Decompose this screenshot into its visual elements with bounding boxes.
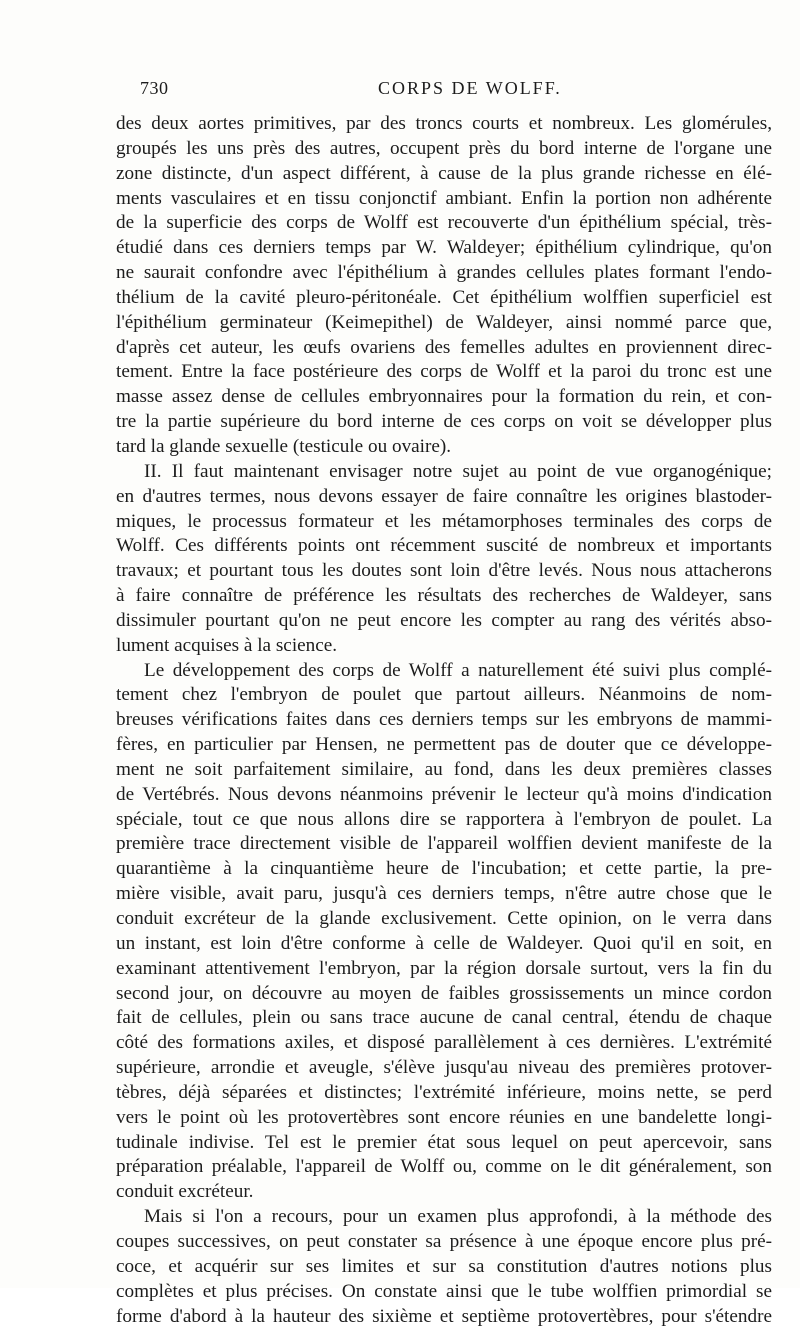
text-line: Mais si l'on a recours, pour un examen plus approfondi, à la méthode des xyxy=(116,1205,772,1230)
text-line: miques, le processus formateur et les métamorphoses terminales des corps de xyxy=(116,510,772,535)
text-line: des deux aortes primitives, par des troncs courts et nombreux. Les glomérules, xyxy=(116,112,772,137)
text-line: d'après cet auteur, les œufs ovariens des femelles adultes en proviennent direc- xyxy=(116,336,772,361)
text-line: Le développement des corps de Wolff a naturellement été suivi plus complé- xyxy=(116,659,772,684)
text-line: supérieure, arrondie et aveugle, s'élève jusqu'au niveau des premières protover- xyxy=(116,1056,772,1081)
text-line: tudinale indivise. Tel est le premier état sous lequel on peut apercevoir, sans xyxy=(116,1131,772,1156)
page-number: 730 xyxy=(140,78,169,99)
text-line: travaux; et pourtant tous les doutes sont loin d'être levés. Nous nous attacherons xyxy=(116,559,772,584)
text-line: examinant attentivement l'embryon, par la région dorsale surtout, vers la fin du xyxy=(116,957,772,982)
text-line: tard la glande sexuelle (testicule ou ovaire). xyxy=(116,435,772,460)
text-line: conduit excréteur. xyxy=(116,1180,772,1205)
text-line: mière visible, avait paru, jusqu'à ces derniers temps, n'être autre chose que le xyxy=(116,882,772,907)
text-line: étudié dans ces derniers temps par W. Waldeyer; épithélium cylindrique, qu'on xyxy=(116,236,772,261)
text-line: Wolff. Ces différents points ont récemment suscité de nombreux et importants xyxy=(116,534,772,559)
text-line: un instant, est loin d'être conforme à celle de Waldeyer. Quoi qu'il en soit, en xyxy=(116,932,772,957)
text-line: ne saurait confondre avec l'épithélium à grandes cellules plates formant l'endo- xyxy=(116,261,772,286)
text-line: second jour, on découvre au moyen de faibles grossissements un mince cordon xyxy=(116,982,772,1007)
text-line: fait de cellules, plein ou sans trace aucune de canal central, étendu de chaque xyxy=(116,1006,772,1031)
text-line: complètes et plus précises. On constate ainsi que le tube wolffien primordial se xyxy=(116,1280,772,1305)
paragraph-1 xyxy=(116,112,772,460)
text-line: zone distincte, d'un aspect différent, à cause de la plus grande richesse en élé- xyxy=(116,162,772,187)
text-line: groupés les uns près des autres, occupent près du bord interne de l'organe une xyxy=(116,137,772,162)
text-line: quarantième à la cinquantième heure de l'incubation; et cette partie, la pre- xyxy=(116,857,772,882)
text-line: II. Il faut maintenant envisager notre sujet au point de vue organogénique; xyxy=(116,460,772,485)
text-line: l'épithélium germinateur (Keimepithel) de Waldeyer, ainsi nommé parce que, xyxy=(116,311,772,336)
page-header xyxy=(140,78,770,108)
text-line: forme d'abord à la hauteur des sixième et septième protovertèbres, pour s'étendre xyxy=(116,1305,772,1329)
text-line: tèbres, déjà séparées et distinctes; l'extrémité inférieure, moins nette, se perd xyxy=(116,1081,772,1106)
paragraph-3 xyxy=(116,659,772,1206)
paragraph-4 xyxy=(116,1205,772,1329)
text-line: de la superficie des corps de Wolff est recouverte d'un épithélium spécial, très- xyxy=(116,211,772,236)
text-line: fères, en particulier par Hensen, ne permettent pas de douter que ce développe- xyxy=(116,733,772,758)
text-line: ment ne soit parfaitement similaire, au fond, dans les deux premières classes xyxy=(116,758,772,783)
running-title: CORPS DE WOLFF. xyxy=(378,78,562,99)
text-line: spéciale, tout ce que nous allons dire se rapportera à l'embryon de poulet. La xyxy=(116,808,772,833)
text-line: tement chez l'embryon de poulet que partout ailleurs. Néanmoins de nom- xyxy=(116,683,772,708)
text-line: breuses vérifications faites dans ces derniers temps sur les embryons de mammi- xyxy=(116,708,772,733)
text-line: coupes successives, on peut constater sa présence à une époque encore plus pré- xyxy=(116,1230,772,1255)
text-line: côté des formations axiles, et disposé parallèlement à ces dernières. L'extrémité xyxy=(116,1031,772,1056)
body-text xyxy=(116,112,772,1329)
text-line: de Vertébrés. Nous devons néanmoins prévenir le lecteur qu'à moins d'indication xyxy=(116,783,772,808)
text-line: préparation préalable, l'appareil de Wolff ou, comme on le dit généralement, son xyxy=(116,1155,772,1180)
text-line: masse assez dense de cellules embryonnaires pour la formation du rein, et con- xyxy=(116,385,772,410)
text-line: coce, et acquérir sur ses limites et sur sa constitution d'autres notions plus xyxy=(116,1255,772,1280)
text-line: ments vasculaires et en tissu conjonctif ambiant. Enfin la portion non adhérente xyxy=(116,187,772,212)
text-line: tement. Entre la face postérieure des corps de Wolff et la paroi du tronc est une xyxy=(116,360,772,385)
paragraph-2 xyxy=(116,460,772,659)
text-line: vers le point où les protovertèbres sont encore réunies en une bandelette longi- xyxy=(116,1106,772,1131)
text-line: lument acquises à la science. xyxy=(116,634,772,659)
text-line: première trace directement visible de l'appareil wolffien devient manifeste de la xyxy=(116,832,772,857)
text-line: thélium de la cavité pleuro-péritonéale. Cet épithélium wolffien superficiel est xyxy=(116,286,772,311)
text-line: dissimuler pourtant qu'on ne peut encore les compter au rang des vérités abso- xyxy=(116,609,772,634)
text-line: conduit excréteur de la glande exclusivement. Cette opinion, on le verra dans xyxy=(116,907,772,932)
text-line: à faire connaître de préférence les résultats des recherches de Waldeyer, sans xyxy=(116,584,772,609)
text-line: en d'autres termes, nous devons essayer de faire connaître les origines blastoder- xyxy=(116,485,772,510)
text-line: tre la partie supérieure du bord interne de ces corps on voit se développer plus xyxy=(116,410,772,435)
